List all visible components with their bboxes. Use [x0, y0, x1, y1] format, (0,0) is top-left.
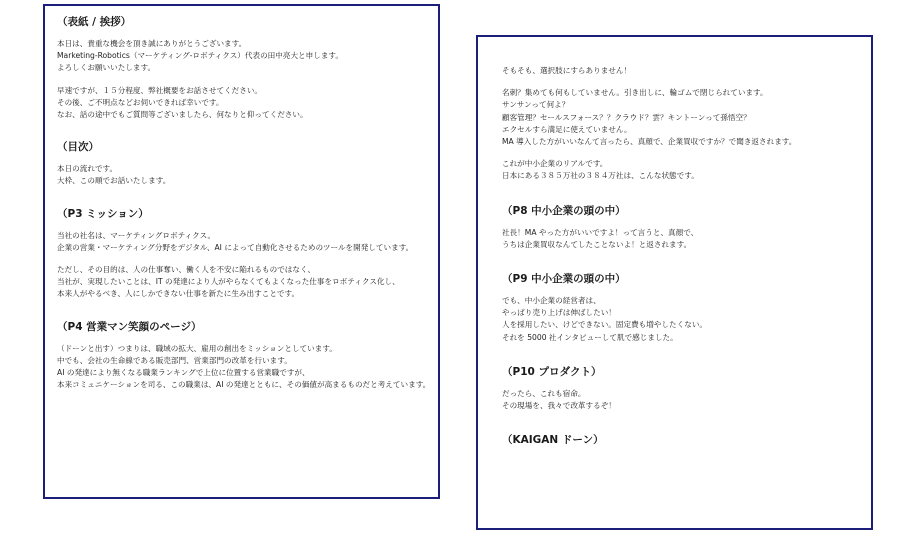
paragraph [57, 163, 428, 187]
paragraph [57, 85, 428, 122]
document-section [57, 319, 431, 392]
text-line: ただし、その目的は、人の仕事奪い、働く人を不安に陥れるものではなく、 [57, 265, 316, 275]
text-line: 日本にある３８５万社の３８４万社は、こんな状態です。 [502, 171, 699, 181]
text-line: やっぱり売り上げは伸ばしたい！ [502, 308, 616, 318]
text-line: Marketing-Robotics（マーケティング-ロボティクス）代表の田中亮大と申します。 [57, 51, 344, 61]
text-line: 本来人がやるべき、人にしかできない仕事を新たに生み出すことです。 [57, 289, 300, 299]
section-heading: （目次） [57, 141, 99, 154]
text-line: 本日は、貴重な機会を頂き誠にありがとうございます。 [57, 39, 247, 48]
paragraph [57, 230, 428, 254]
paragraph [57, 343, 431, 392]
text-line: だったら、これも宿命。 [502, 388, 586, 398]
paragraph [57, 264, 428, 301]
document-section [502, 203, 861, 251]
text-line: よろしくお願いいたします。 [57, 63, 156, 73]
paragraph [502, 65, 861, 77]
text-line: 企業の営業・マーケティング分野をデジタル、AI によって自動化させるためのツールを開発しています。 [57, 242, 414, 252]
document-section [57, 206, 428, 301]
paragraph [502, 388, 861, 412]
text-line: でも、中小企業の経営者は、 [502, 296, 601, 306]
text-line: これが中小企業のリアルです。 [502, 159, 608, 169]
text-line: 本日の流れです。 [57, 164, 118, 174]
document-section [57, 139, 428, 187]
text-line: 顧客管理？セールスフォース？？クラウド？雲？キントーンって孫悟空？ [502, 112, 751, 122]
text-line: MA 導入した方がいいなんて言ったら、真顔で、企業買収ですか？で聞き返されます。 [502, 137, 797, 147]
section-heading: （P3 ミッション） [57, 207, 149, 220]
document-page-left [43, 4, 440, 499]
document-section [57, 14, 428, 121]
section-heading: （KAIGAN ドーン） [502, 434, 604, 447]
text-line: エクセルすら満足に使えていません。 [502, 124, 632, 134]
paragraph [502, 295, 861, 344]
text-line: 社長！MA やった方がいいですよ！って言うと、真顔で、 [502, 227, 699, 237]
document-section [502, 364, 861, 412]
document-section [502, 271, 861, 344]
section-heading: （P10 プロダクト） [502, 365, 602, 378]
paragraph [502, 87, 861, 148]
text-line: 早速ですが、１５分程度、弊社概要をお話させてください。 [57, 85, 263, 95]
paragraph [502, 227, 861, 251]
paragraph [57, 38, 428, 75]
text-line: 名刺？集めても何もしていません。引き出しに、輪ゴムで閉じられています。 [502, 88, 768, 98]
section-heading: （P8 中小企業の頭の中） [502, 204, 626, 217]
text-line: そもそも、選択肢にすらありません！ [502, 66, 632, 75]
text-line: （ドーンと出す）つまりは、職域の拡大、雇用の創出をミッションとしています。 [57, 343, 337, 353]
text-line: サンサンって何よ？ [502, 100, 570, 110]
text-line: 大枠、この順でお話いたします。 [57, 176, 171, 186]
document-page-right [476, 35, 873, 530]
text-line: 当社が、実現したいことは、IT の発達により人がやらなくてもよくなった仕事をロボティクス化し、 [57, 277, 400, 287]
text-line: その後、ご不明点などお伺いできれば幸いです。 [57, 97, 224, 107]
text-line: 本来コミュニケーションを司る、この職業は、AI の発達とともに、その価値が高まるものだと考えています。 [57, 380, 431, 390]
text-line: なお、話の途中でもご質問等ございましたら、何なりと仰ってください。 [57, 110, 308, 120]
document-section [502, 432, 861, 447]
text-line: 人を採用したい、けどできない。固定費も増やしたくない。 [502, 320, 708, 330]
text-line: 当社の社名は、マーケティングロボティクス。 [57, 230, 216, 240]
section-heading: （P9 中小企業の頭の中） [502, 273, 626, 286]
text-line: AI の発達により無くなる職業ランキングで上位に位置する営業職ですが、 [57, 368, 310, 378]
document-section [502, 65, 861, 183]
paragraph [502, 158, 861, 182]
section-heading: （P4 営業マン笑顔のページ） [57, 320, 202, 333]
text-line: うちは企業買収なんてしたことないよ！と返されます。 [502, 239, 692, 249]
text-line: その現場を、我々で改革するぞ！ [502, 401, 616, 411]
text-line: それを 5000 社インタビューして肌で感じました。 [502, 332, 678, 342]
text-line: 中でも、会社の生命線である販売部門、営業部門の改革を行います。 [57, 355, 292, 365]
section-heading: （表紙 / 挨拶） [57, 16, 132, 28]
